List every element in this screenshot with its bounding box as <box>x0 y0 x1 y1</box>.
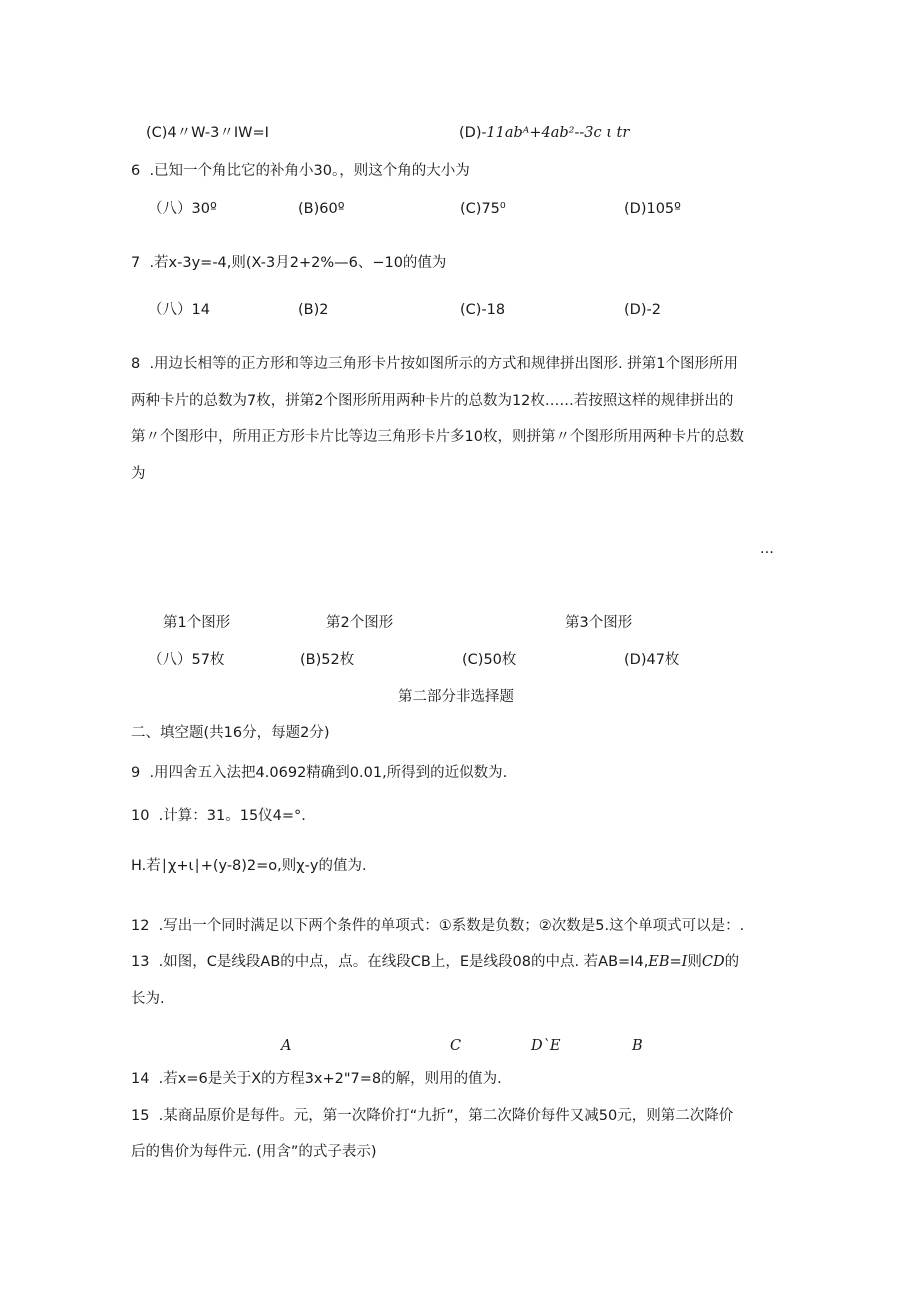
q8-stem-line-3: 第〃个图形中，所用正方形卡片比等边三角形卡片多10枚，则拼第〃个图形所用两种卡片的总数 <box>131 429 744 445</box>
q13-point-b-label: B <box>632 1038 643 1054</box>
q8-stem-line-4: 为 <box>131 466 146 482</box>
q13-eb-expression: EB=I <box>648 954 688 970</box>
q15-stem-line-1: 15 .某商品原价是每件。元，第一次降价打“九折”，第二次降价每件又减50元，则第二次降价 <box>131 1108 734 1124</box>
q13-point-c-label: C <box>450 1038 462 1054</box>
q7-option-c: (C)-18 <box>460 302 506 318</box>
q8-figure-ellipsis: ... <box>760 541 774 557</box>
q8-figure-caption-2: 第2个图形 <box>326 615 394 631</box>
q11-stem: H.若∣χ+ι∣+(y-8)2=o,则χ-y的值为. <box>131 858 367 874</box>
q8-option-d: (D)47枚 <box>624 652 680 668</box>
q13-cd-label: CD <box>701 954 725 970</box>
fill-in-section-heading: 二、填空题(共16分，每题2分) <box>131 725 330 741</box>
q15-stem-line-2: 后的售价为每件元. (用含”的式子表示) <box>131 1144 377 1160</box>
q12-stem: 12 .写出一个同时满足以下两个条件的单项式：①系数是负数；②次数是5.这个单项式可以是：. <box>131 918 745 934</box>
q8-option-a: （八）57枚 <box>148 652 225 668</box>
q8-option-c: (C)50枚 <box>462 652 517 668</box>
part-two-title: 第二部分非选择题 <box>398 689 514 705</box>
q10-stem: 10 .计算：31。15仪4=°. <box>131 808 306 824</box>
q13-stem-text: 13 .如图，C是线段AB的中点，点。在线段CB上，E是线段08的中点. 若AB=I4, <box>131 954 649 970</box>
q6-option-a: （八）30º <box>148 201 217 217</box>
q5-option-c: (C)4〃W-3〃IW=I <box>146 125 269 141</box>
q6-option-d: (D)105º <box>624 201 681 217</box>
q7-option-a: （八）14 <box>148 302 210 318</box>
q5-option-d <box>459 123 629 143</box>
q8-stem-line-1: 8 .用边长相等的正方形和等边三角形卡片按如图所示的方式和规律拼出图形. 拼第1个图形所用 <box>131 356 738 372</box>
q6-option-c: (C)75⁰ <box>460 201 506 217</box>
q8-figure-caption-3: 第3个图形 <box>565 615 633 631</box>
q9-stem: 9 .用四舍五入法把4.0692精确到0.01,所得到的近似数为. <box>131 765 508 781</box>
q5-option-d-label: (D) <box>459 125 482 141</box>
q8-option-b: (B)52枚 <box>300 652 355 668</box>
q7-option-d: (D)-2 <box>624 302 661 318</box>
q13-point-a-label: A <box>281 1038 292 1054</box>
q13-point-de-label: D`E <box>531 1038 561 1054</box>
q13-of-text: 的 <box>724 954 740 970</box>
q14-stem: 14 .若x=6是关于X的方程3x+2"7=8的解，则用的值为. <box>131 1071 502 1087</box>
q13-stem-line-1 <box>131 952 739 972</box>
q7-option-b: (B)2 <box>298 302 329 318</box>
q8-figure-caption-1: 第1个图形 <box>163 615 231 631</box>
q6-stem: 6 .已知一个角比它的补角小30。，则这个角的大小为 <box>131 163 470 179</box>
q13-then-text: 则 <box>687 954 702 970</box>
q6-option-b: (B)60º <box>298 201 345 217</box>
q8-stem-line-2: 两种卡片的总数为7枚，拼第2个图形所用两种卡片的总数为12枚……若按照这样的规律拼出的 <box>131 393 734 409</box>
q5-option-d-expression: -11abᴬ+4ab²--3c ι tr <box>481 125 630 141</box>
q13-stem-line-2: 长为. <box>131 991 165 1007</box>
q7-stem: 7 .若x-3y=-4,则(X-3月2+2%—6、−10的值为 <box>131 255 447 271</box>
